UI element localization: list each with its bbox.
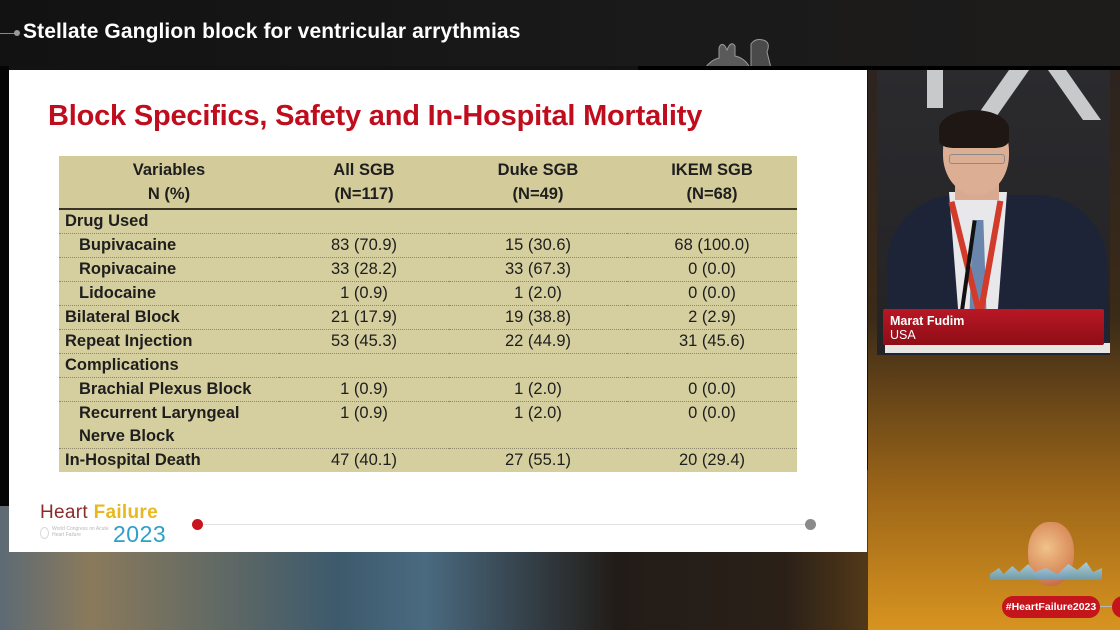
table-row-continuation: [59, 425, 797, 449]
header-variables: Variables: [59, 156, 279, 182]
slide-title: Block Specifics, Safety and In-Hospital Mortality: [48, 100, 703, 132]
title-bullet-dot-icon: [14, 30, 20, 36]
backdrop-letter: [1041, 70, 1101, 120]
cell-duke: 27 (55.1): [449, 449, 627, 473]
cell-all: [279, 209, 449, 234]
cell-duke: 15 (30.6): [449, 234, 627, 258]
cell-duke: [449, 425, 627, 449]
table-row: [59, 402, 797, 426]
cell-ikem: [627, 354, 797, 378]
cell-all: 1 (0.9): [279, 378, 449, 402]
logo-emblem-icon: [40, 527, 49, 539]
cell-all: 21 (17.9): [279, 306, 449, 330]
cell-all: 47 (40.1): [279, 449, 449, 473]
header-duke-sgb: Duke SGB: [449, 156, 627, 182]
cell-ikem: 68 (100.0): [627, 234, 797, 258]
logo-year: 2023: [113, 521, 167, 547]
cell-ikem: 31 (45.6): [627, 330, 797, 354]
row-label: Bupivacaine: [59, 234, 279, 258]
cell-all: 1 (0.9): [279, 282, 449, 306]
header-ikem-sgb-n: (N=68): [627, 182, 797, 209]
table-row: [59, 354, 797, 378]
header-all-sgb: All SGB: [279, 156, 449, 182]
table-row: [59, 209, 797, 234]
row-label: Bilateral Block: [59, 306, 279, 330]
cell-all: 53 (45.3): [279, 330, 449, 354]
cell-ikem: 0 (0.0): [627, 378, 797, 402]
cell-all: 83 (70.9): [279, 234, 449, 258]
table-header-row: [59, 156, 797, 182]
row-label: Ropivacaine: [59, 258, 279, 282]
cell-duke: 1 (2.0): [449, 282, 627, 306]
speaker-name-plate: [883, 309, 1104, 345]
table-row: [59, 234, 797, 258]
cell-duke: 1 (2.0): [449, 402, 627, 426]
table-header-subrow: [59, 182, 797, 209]
cell-ikem: [627, 425, 797, 449]
table-row: [59, 306, 797, 330]
table-row: [59, 330, 797, 354]
speaker-hair: [939, 110, 1009, 148]
cell-duke: [449, 354, 627, 378]
row-label: In-Hospital Death: [59, 449, 279, 473]
logo-subtitle: World Congress on Acute Heart Failure: [52, 526, 109, 538]
slide-edge: [0, 66, 9, 506]
session-title: Stellate Ganglion block for ventricular arrythmias: [23, 20, 521, 43]
header-ikem-sgb: IKEM SGB: [627, 156, 797, 182]
cell-ikem: 20 (29.4): [627, 449, 797, 473]
cell-duke: 33 (67.3): [449, 258, 627, 282]
event-hashtag: #HeartFailure2023: [1002, 596, 1100, 618]
heart-failure-2023-logo: [40, 502, 180, 548]
row-label: Drug Used: [59, 209, 279, 234]
table-row: [59, 378, 797, 402]
cell-ikem: 2 (2.9): [627, 306, 797, 330]
speaker-glasses: [949, 154, 1005, 164]
logo-word-failure: Failure: [93, 502, 158, 523]
table-row: [59, 449, 797, 473]
heart-skyline-artwork: [990, 518, 1105, 596]
audience-silhouette-icon: [705, 38, 795, 68]
results-table: [59, 156, 797, 472]
row-label: Brachial Plexus Block: [59, 378, 279, 402]
row-label: Recurrent Laryngeal: [59, 402, 279, 426]
cell-all: [279, 425, 449, 449]
cell-ikem: 0 (0.0): [627, 402, 797, 426]
header-all-sgb-n: (N=117): [279, 182, 449, 209]
cell-all: 1 (0.9): [279, 402, 449, 426]
slide-progress-track: [199, 524, 809, 525]
cell-ikem: 0 (0.0): [627, 258, 797, 282]
hashtag-connector: [1100, 606, 1112, 607]
cell-duke: 19 (38.8): [449, 306, 627, 330]
header-variables-unit: N (%): [59, 182, 279, 209]
cell-all: [279, 354, 449, 378]
cell-ikem: [627, 209, 797, 234]
logo-word-heart: Heart: [40, 502, 88, 523]
backdrop-letter: [927, 70, 943, 108]
row-label: Repeat Injection: [59, 330, 279, 354]
cell-duke: 22 (44.9): [449, 330, 627, 354]
progress-start-dot-icon: [192, 519, 203, 530]
speaker-name: Marat Fudim: [890, 314, 965, 328]
cell-ikem: 0 (0.0): [627, 282, 797, 306]
cell-duke: 1 (2.0): [449, 378, 627, 402]
cell-duke: [449, 209, 627, 234]
row-label: Complications: [59, 354, 279, 378]
session-title-bar: [0, 0, 1120, 66]
presentation-slide: [9, 70, 867, 552]
table-row: [59, 258, 797, 282]
row-label: Lidocaine: [59, 282, 279, 306]
progress-end-dot-icon: [805, 519, 816, 530]
speaker-country: USA: [890, 328, 916, 342]
cell-all: 33 (28.2): [279, 258, 449, 282]
row-label: Nerve Block: [79, 427, 175, 445]
header-duke-sgb-n: (N=49): [449, 182, 627, 209]
table-row: [59, 282, 797, 306]
